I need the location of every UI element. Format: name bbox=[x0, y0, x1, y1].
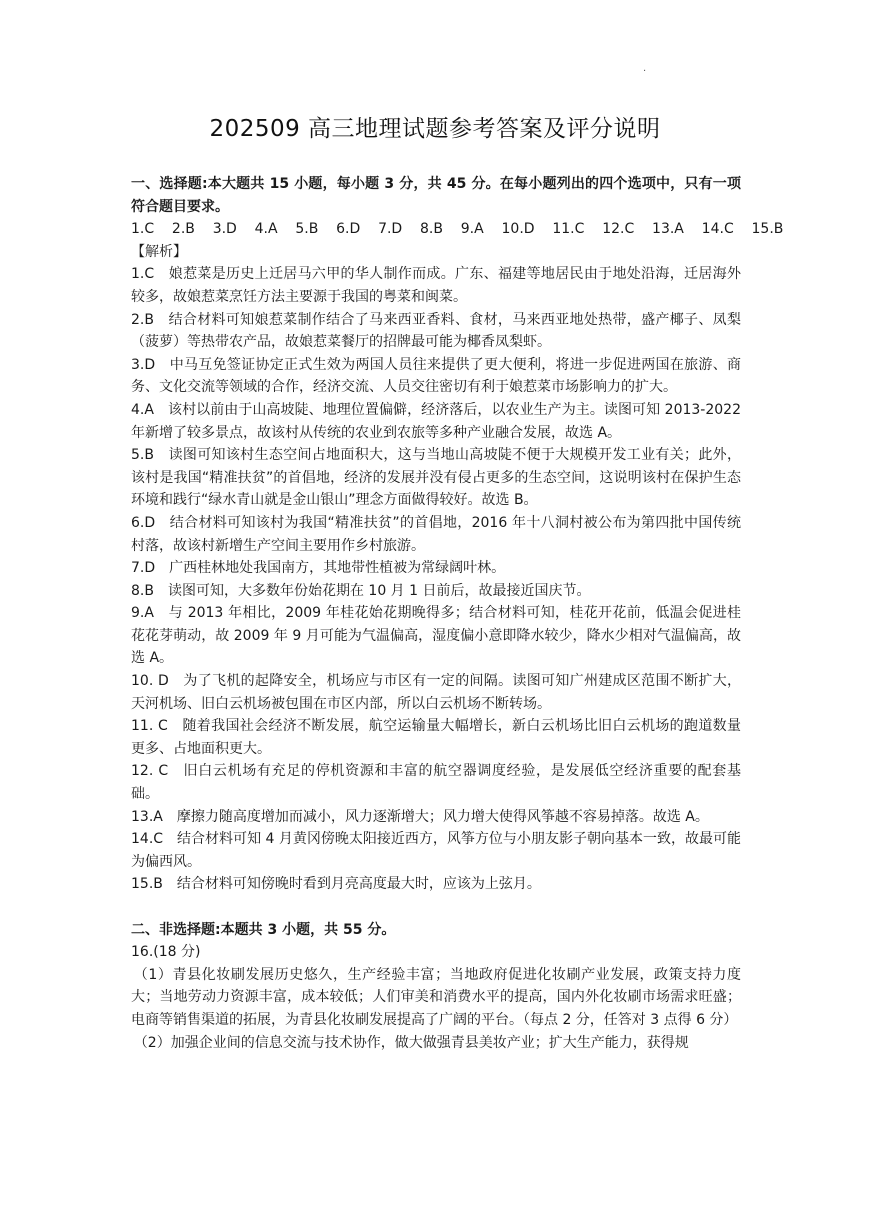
analysis-item-14: 14.C 结合材料可知 4 月黄冈傍晚太阳接近西方，风筝方位与小朋友影子朝向基本一致，故最可能为偏西风。 bbox=[131, 831, 741, 870]
question-16-label: 16.(18 分) bbox=[131, 944, 201, 961]
section1-heading: 一、选择题:本大题共 15 小题，每小题 3 分，共 45 分。在每小题列出的四个选项中，只有一项符合题目要求。 bbox=[131, 176, 741, 215]
analysis-item-11: 11. C 随着我国社会经济不断发展，航空运输量大幅增长，新白云机场比旧白云机场的跑道数量更多、占地面积更大。 bbox=[131, 718, 741, 757]
analysis-item-2: 2.B 结合材料可知娘惹菜制作结合了马来西亚香料、食材，马来西亚地处热带，盛产椰子、凤梨（菠萝）等热带农产品，故娘惹菜餐厅的招牌最可能为椰香凤梨虾。 bbox=[131, 311, 741, 351]
section2-heading: 二、非选择题:本题共 3 小题，共 55 分。 bbox=[131, 921, 396, 938]
analysis-item-8: 8.B 读图可知，大多数年份始花期在 10 月 1 日前后，故最接近国庆节。 bbox=[131, 582, 591, 599]
analysis-item-12: 12. C 旧白云机场有充足的停机资源和丰富的航空器调度经验，是发展低空经济重要的配套基础。 bbox=[131, 763, 741, 803]
section-spacer bbox=[131, 896, 741, 919]
analysis-item-3: 3.D 中马互免签证协定正式生效为两国人员往来提供了更大便利，将进一步促进两国在旅游、商务、文化交流等领域的合作，经济交流、人员交往密切有利于娘惹菜市场影响力的扩大。 bbox=[131, 356, 741, 396]
page-mark: · bbox=[643, 66, 647, 77]
analysis-item-7: 7.D 广西桂林地处我国南方，其地带性植被为常绿阔叶林。 bbox=[131, 560, 506, 577]
analysis-item-1: 1.C 娘惹菜是历史上迁居马六甲的华人制作而成。广东、福建等地居民由于地处沿海，迁居海外较多，故娘惹菜烹饪方法主要源于我国的粤菜和闽菜。 bbox=[131, 266, 741, 305]
answer-key: 1.C 2.B 3.D 4.A 5.B 6.D 7.D 8.B 9.A 10.D 11.C 12.C 13.A 14.C 15.B bbox=[131, 221, 784, 238]
analysis-item-5: 5.B 读图可知该村生态空间占地面积大，这与当地山高坡陡不便于大规模开发工业有关；此外，该村是我国“精准扶贫”的首倡地，经济的发展并没有侵占更多的生态空间，这说明该村在保护生态环境和践行“绿水青山就是金山银山”理念方面做得较好。故选 B。 bbox=[131, 447, 741, 509]
document-body bbox=[131, 173, 784, 1054]
analysis-item-10: 10. D 为了飞机的起降安全，机场应与市区有一定的间隔。读图可知广州建成区范围不断扩大，天河机场、旧白云机场被包围在市区内部，所以白云机场不断转场。 bbox=[131, 673, 741, 712]
analysis-item-4: 4.A 该村以前由于山高坡陡、地理位置偏僻，经济落后，以农业生产为主。读图可知 2013-2022 年新增了较多景点，故该村从传统的农业到农旅等多种产业融合发展，故选 A。 bbox=[131, 401, 741, 441]
analysis-item-13: 13.A 摩擦力随高度增加而减小，风力逐渐增大；风力增大使得风筝越不容易掉落。故选 A。 bbox=[131, 808, 709, 825]
analysis-item-9: 9.A 与 2013 年相比，2009 年桂花始花期晚得多；结合材料可知，桂花开花前，低温会促进桂花花芽萌动，故 2009 年 9 月可能为气温偏高，湿度偏小意即降水较少，降水少相对气温偏高，故选 A。 bbox=[131, 605, 741, 667]
analysis-item-15: 15.B 结合材料可知傍晚时看到月亮高度最大时，应该为上弦月。 bbox=[131, 876, 541, 893]
analysis-item-6: 6.D 结合材料可知该村为我国“精准扶贫”的首倡地，2016 年十八洞村被公布为第四批中国传统村落，故该村新增生产空间主要用作乡村旅游。 bbox=[131, 514, 741, 554]
page-title: 202509 高三地理试题参考答案及评分说明 bbox=[209, 116, 661, 142]
analysis-label: 【解析】 bbox=[131, 243, 187, 260]
question-16-part-1: （1）青县化妆刷发展历史悠久，生产经验丰富；当地政府促进化妆刷产业发展，政策支持力度大；当地劳动力资源丰富，成本较低；人们审美和消费水平的提高，国内外化妆刷市场需求旺盛；电商等销售渠道的拓展，为青县化妆刷发展提高了广阔的平台。（每点 2 分，任答对 3 点得 6 分） bbox=[131, 966, 741, 1028]
question-16-part-2: （2）加强企业间的信息交流与技术协作，做大做强青县美妆产业；扩大生产能力，获得规 bbox=[133, 1034, 689, 1051]
